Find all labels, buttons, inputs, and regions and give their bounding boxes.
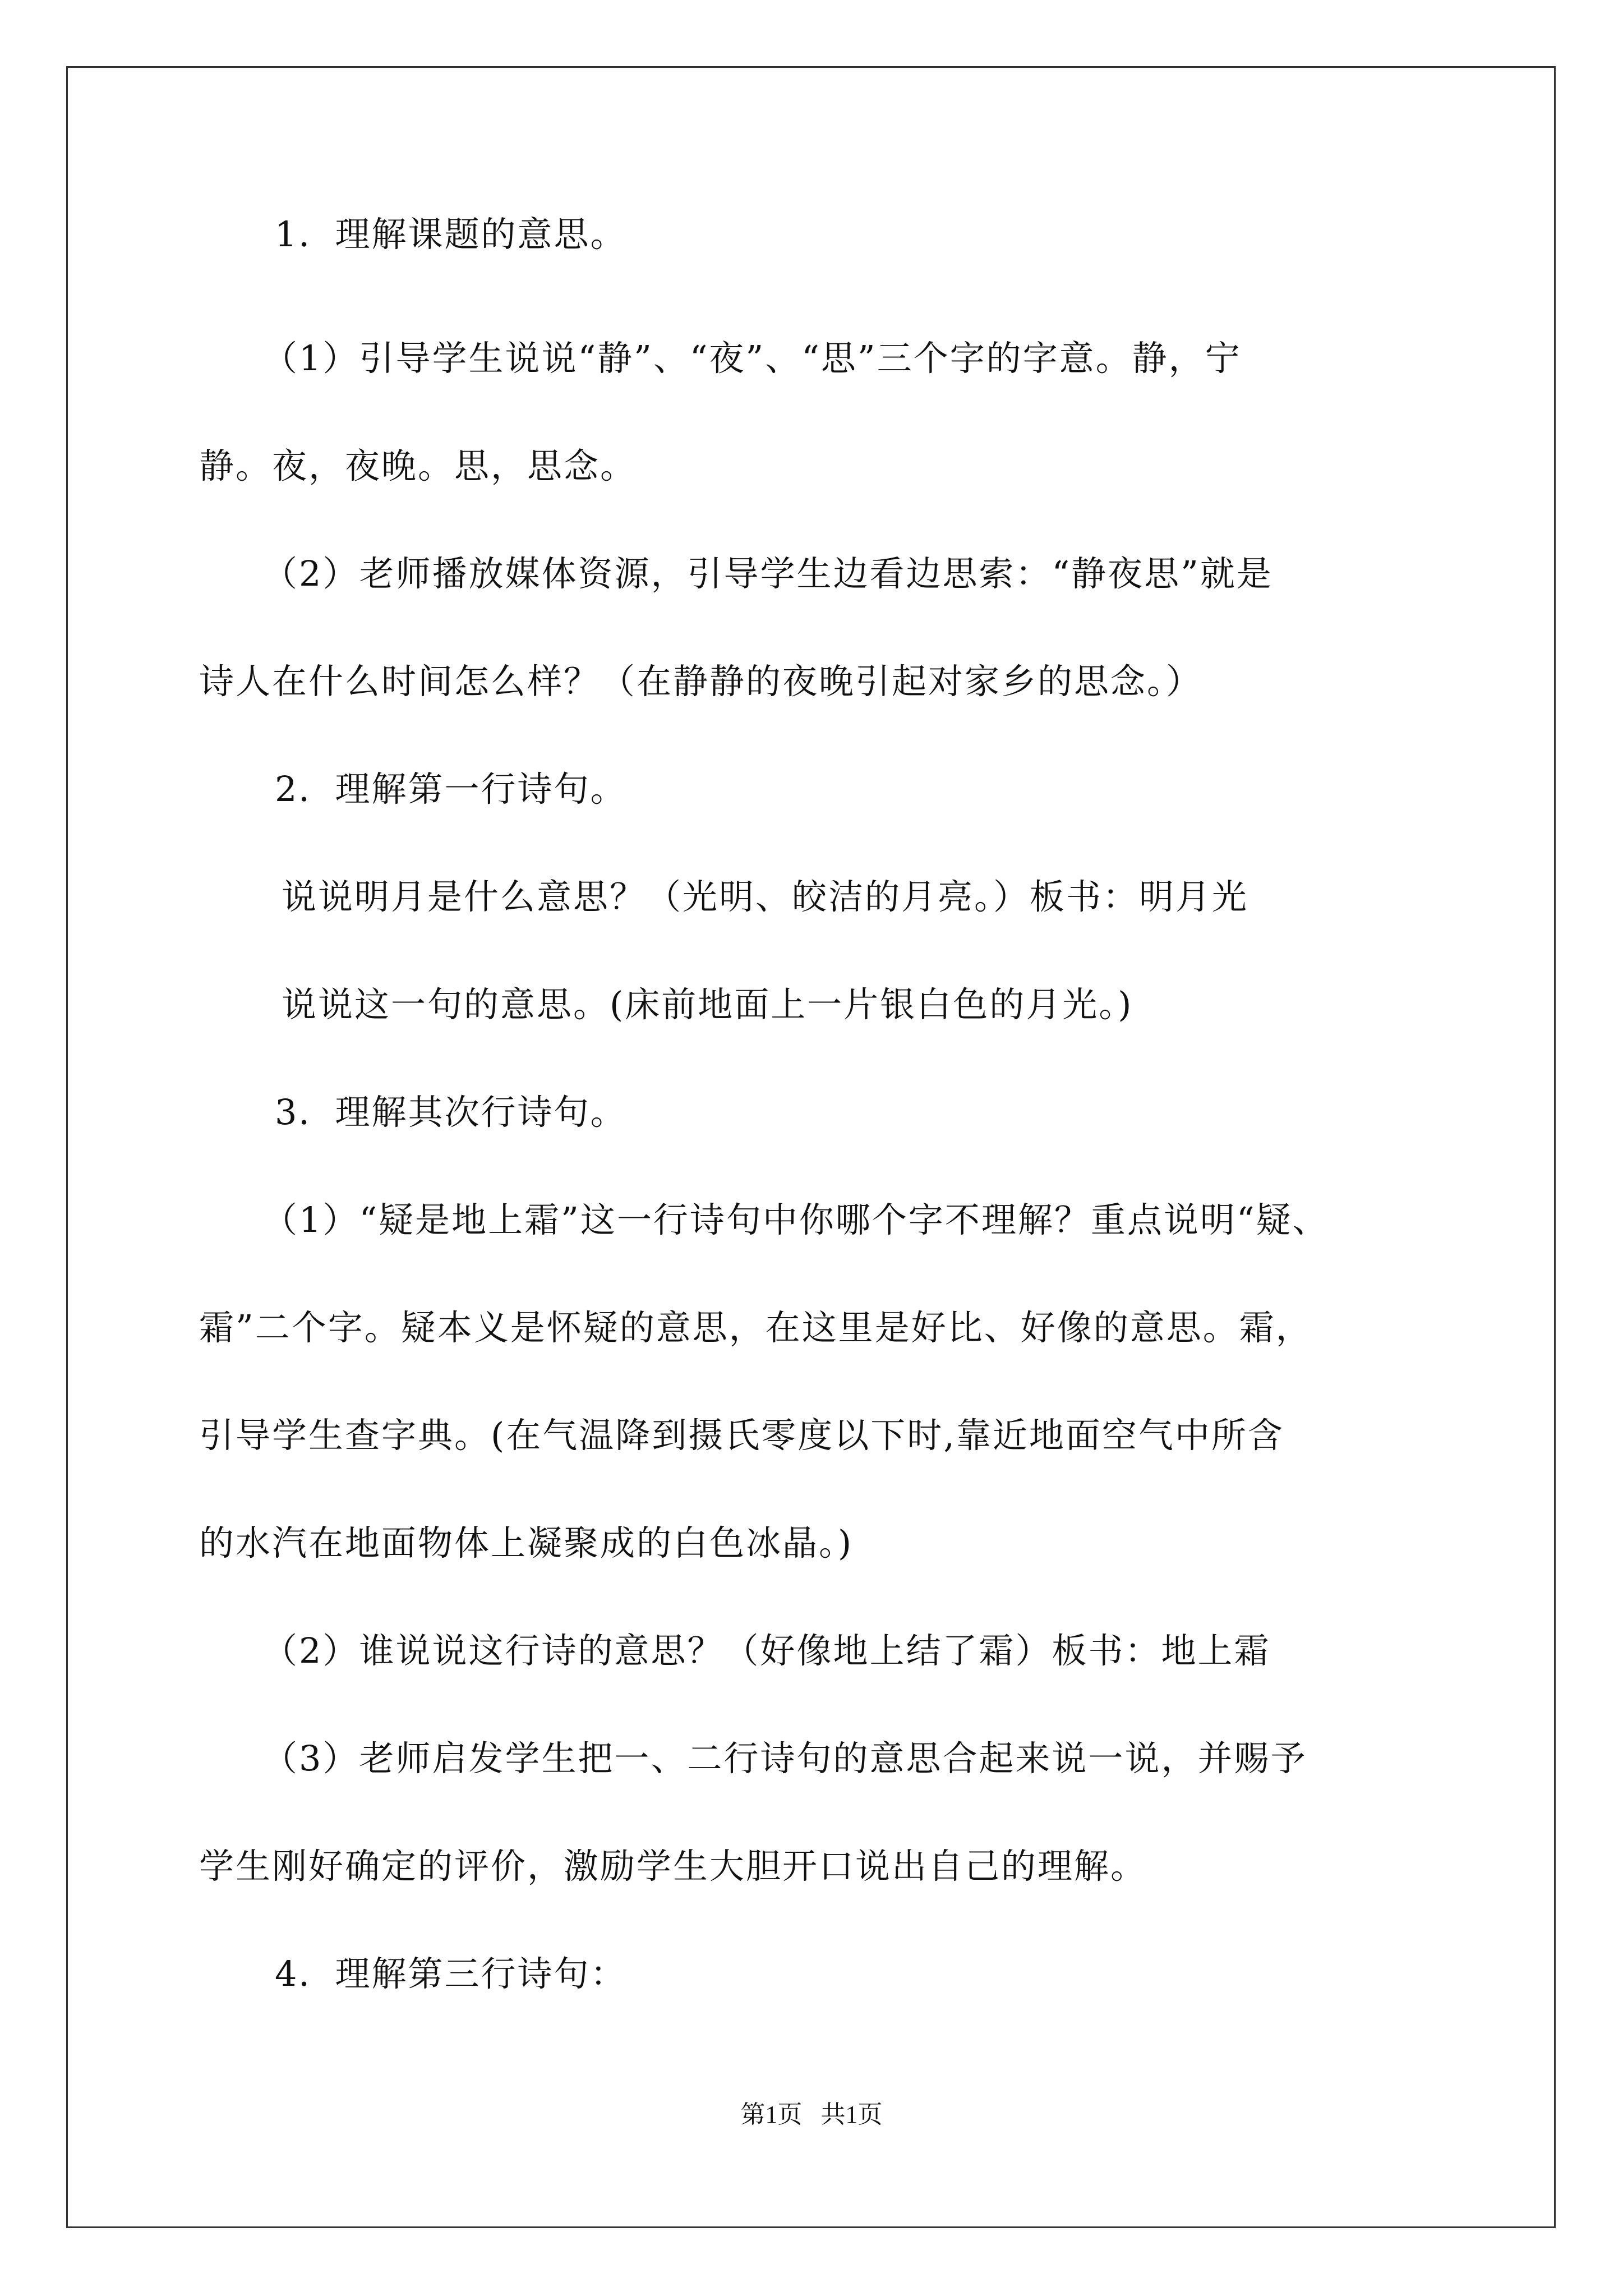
paragraph-5-line-3: 引导学生查字典。(在气温降到摄氏零度以下时,靠近地面空气中所含 bbox=[199, 1415, 1284, 1456]
page-footer: 第1页 共1页 bbox=[740, 2101, 883, 2128]
paragraph-5-line-2: 霜”二个字。疑本义是怀疑的意思，在这里是好比、好像的意思。霜， bbox=[199, 1307, 1312, 1348]
paragraph-4: 说说这一句的意思。(床前地面上一片银白色的月光。) bbox=[282, 984, 1133, 1025]
page-border bbox=[66, 66, 1556, 2228]
paragraph-2-line-2: 诗人在什么时间怎么样？（在静静的夜晚引起对家乡的思念。） bbox=[199, 661, 1203, 702]
heading-2: 2．理解第一行诗句。 bbox=[275, 769, 627, 809]
heading-3: 3．理解其次行诗句。 bbox=[275, 1092, 627, 1133]
paragraph-7-line-1: （3）老师启发学生把一、二行诗句的意思合起来说一说，并赐予 bbox=[262, 1738, 1307, 1779]
heading-1: 1．理解课题的意思。 bbox=[275, 214, 627, 255]
paragraph-2-line-1: （2）老师播放媒体资源，引导学生边看边思索：“静夜思”就是 bbox=[262, 553, 1273, 594]
paragraph-1-line-1: （1）引导学生说说“静”、“夜”、“思”三个字的字意。静，宁 bbox=[262, 338, 1242, 379]
paragraph-5-line-1: （1）“疑是地上霜”这一行诗句中你哪个字不理解？重点说明“疑、 bbox=[262, 1199, 1329, 1240]
paragraph-7-line-2: 学生刚好确定的评价，激励学生大胆开口说出自己的理解。 bbox=[199, 1846, 1147, 1887]
paragraph-6: （2）谁说说这行诗的意思？（好像地上结了霜）板书：地上霜 bbox=[262, 1630, 1271, 1671]
paragraph-5-line-4: 的水汽在地面物体上凝聚成的白色冰晶。) bbox=[199, 1522, 854, 1563]
paragraph-3: 说说明月是什么意思？（光明、皎洁的月亮。）板书：明月光 bbox=[282, 876, 1249, 917]
paragraph-1-line-2: 静。夜，夜晚。思，思念。 bbox=[199, 445, 637, 486]
heading-4: 4．理解第三行诗句： bbox=[275, 1953, 627, 1994]
